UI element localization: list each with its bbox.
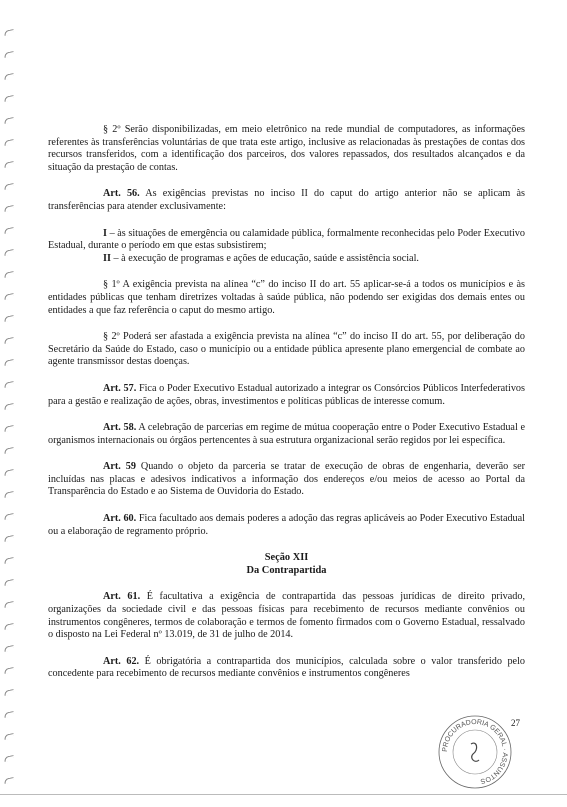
paragraph-art61: Art. 61. É facultativa a exigência de contrapartida das pessoas jurídicas de direito privado, organizações da sociedade civil e das pessoas físicas para recebimento de recursos mediante convênios ou instrumentos congêneres, termos de colaboração e termos de fomento firmados com o Governo Estadual, ressalvado o disposto na Lei Federal nº 13.019, de 31 de julho de 2014. bbox=[48, 591, 525, 641]
paragraph-art56-par2: § 2º Poderá ser afastada a exigência prevista na alínea “c” do inciso II do art. 55, por deliberação do Secretário da Saúde do Estado, caso o município ou a entidade pública apresente plano emergencial de combate ao agente transmissor destas doenças. bbox=[48, 331, 525, 368]
document-body bbox=[48, 124, 525, 695]
binding-margin bbox=[0, 0, 20, 807]
paragraph-art58: Art. 58. A celebração de parcerias em regime de mútua cooperação entre o Poder Executivo Estadual e organismos internacionais ou órgãos pertencentes à sua estrutura organizacional serão regidos por lei específica. bbox=[48, 422, 525, 446]
article-list bbox=[48, 228, 525, 266]
section-title: Da Contrapartida bbox=[246, 564, 327, 576]
paragraph-art57: Art. 57. Fica o Poder Executivo Estadual autorizado a integrar os Consórcios Públicos Interfederativos para a gestão e realização de ações, obras, investimentos e políticas públicas de interesse comum. bbox=[48, 382, 525, 407]
article-label: Art. 56. bbox=[103, 188, 140, 200]
paragraph-art56-par1: § 1º A exigência prevista na alínea “c” do inciso II do art. 55 aplicar-se-á a todos os municípios e às entidades públicas que tenham diretrizes voltadas à saúde pública, não podendo ser exigidas dos demais entes ou entidades a que faz referência o caput do mesmo artigo. bbox=[48, 279, 525, 316]
stamp-seal-icon bbox=[435, 712, 515, 792]
article-label: Art. 62. bbox=[103, 655, 140, 667]
paragraph-art60: Art. 60. Fica facultado aos demais poderes a adoção das regras aplicáveis ao Poder Executivo Estadual ou a elaboração de regramento próprio. bbox=[48, 513, 526, 537]
paragraph-art56: Art. 56. As exigências previstas no inciso II do caput do artigo anterior não se aplicam às transferências para atender exclusivamente: bbox=[48, 188, 525, 212]
svg-text:PROCURADORIA GERAL · ASSUNTOS: PROCURADORIA GERAL · ASSUNTOS bbox=[441, 718, 509, 785]
article-label: Art. 60. bbox=[103, 513, 137, 525]
article-label: Art. 61. bbox=[103, 591, 141, 603]
list-marker: I bbox=[103, 227, 107, 239]
page-bottom-edge bbox=[0, 794, 567, 795]
paragraph-art55-par2: § 2º Serão disponibilizadas, em meio eletrônico na rede mundial de computadores, as informações referentes às transferências voluntárias de que trata este artigo, inclusive as relacionadas às prestações de contas dos recursos transferidos, com a identificação dos parceiros, dos valores repassados, dos resultados alcançados e da situação da prestação de contas. bbox=[48, 124, 525, 173]
section-heading bbox=[48, 552, 525, 577]
list-item: II – à execução de programas e ações de educação, saúde e assistência social. bbox=[103, 252, 419, 264]
article-label: Art. 59 bbox=[103, 461, 136, 473]
paragraph-art59: Art. 59 Quando o objeto da parceria se tratar de execução de obras de engenharia, deverão ser incluídas nas placas e adesivos indicativos a informação dos endereços e/ou meios de acesso ao Portal da Transparência do Estado e ao Sistema de Ouvidoria do Estado. bbox=[48, 461, 525, 498]
paragraph-art62: Art. 62. É obrigatória a contrapartida dos municípios, calculada sobre o valor transferido pelo concedente para recebimento de recursos mediante convênios e instrumentos congêneres bbox=[48, 655, 525, 680]
page-number: 27 bbox=[511, 718, 520, 728]
article-label: Art. 57. bbox=[103, 382, 137, 394]
list-item: I – às situações de emergência ou calamidade pública, formalmente reconhecidas pelo Poder Executivo Estadual, durante o período em que estas subsistirem; bbox=[48, 227, 525, 252]
list-marker: II bbox=[103, 252, 111, 264]
article-label: Art. 58. bbox=[103, 422, 137, 434]
section-number: Seção XII bbox=[264, 552, 309, 564]
